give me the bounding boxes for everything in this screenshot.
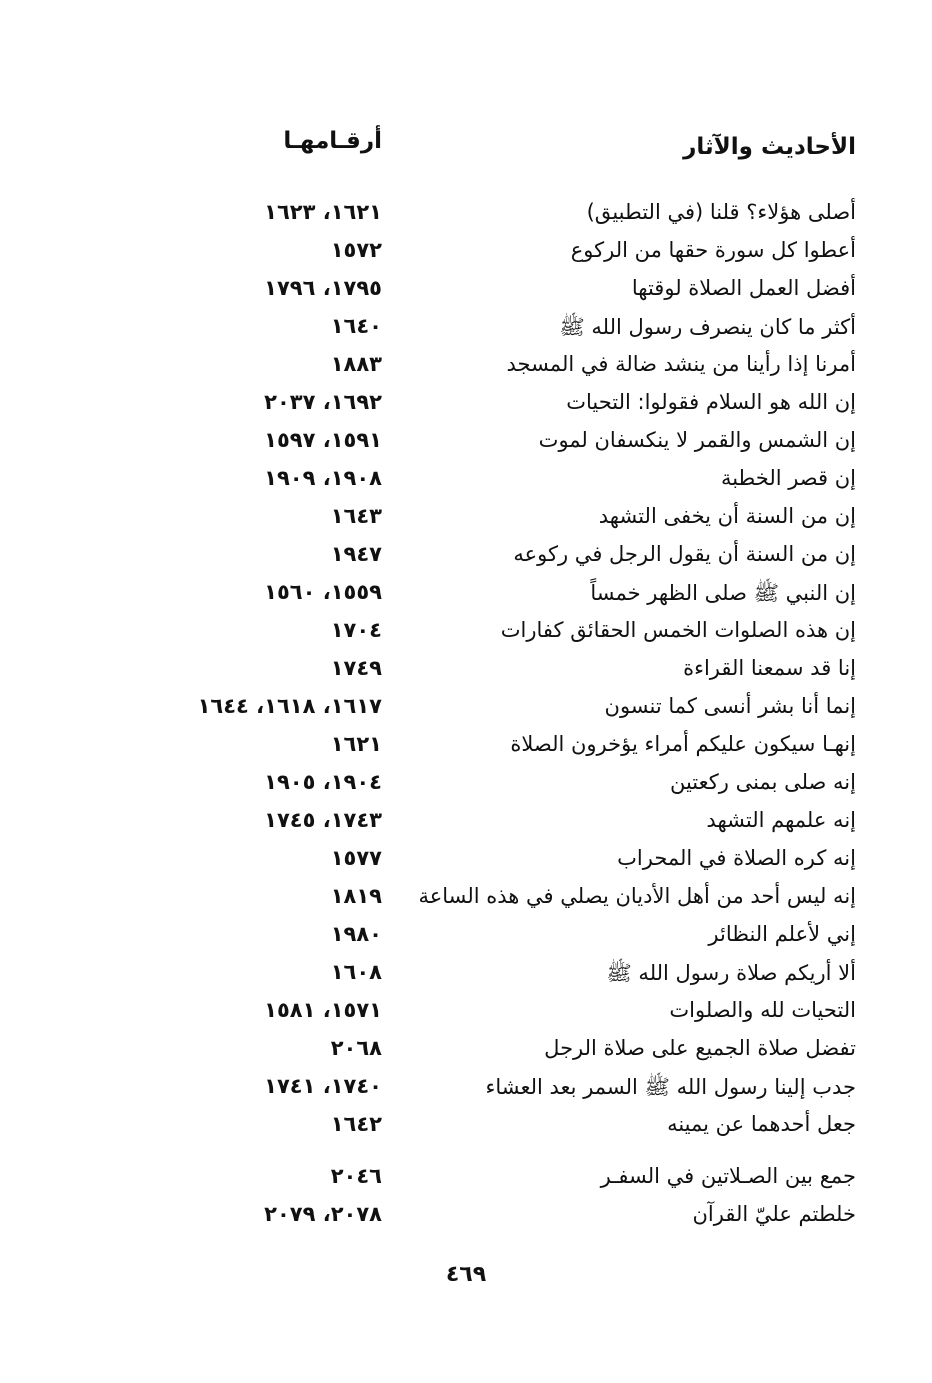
hadith-numbers: ١٦٩٢، ٢٠٣٧ <box>264 390 382 414</box>
hadith-numbers: ٢٠٤٦ <box>330 1164 382 1188</box>
index-row <box>0 690 932 728</box>
hadith-numbers: ١٦٠٨ <box>330 960 382 984</box>
hadith-text: إن قصر الخطبة <box>720 466 856 490</box>
index-row <box>0 652 932 690</box>
index-row <box>0 918 932 956</box>
hadith-text: إني لأعلم النظائر <box>708 922 856 946</box>
hadith-text: إنه علمهم التشهد <box>706 808 856 832</box>
index-row <box>0 804 932 842</box>
column-title-numbers: أرقـامهـا <box>283 128 382 154</box>
index-row <box>0 500 932 538</box>
column-title-hadiths: الأحاديث والآثار <box>683 134 856 160</box>
hadith-text: أصلى هؤلاء؟ قلنا (في التطبيق) <box>586 200 856 224</box>
index-row <box>0 576 932 614</box>
index-row <box>0 880 932 918</box>
hadith-text: أمرنا إذا رأينا من ينشد ضالة في المسجد <box>506 352 856 376</box>
index-row <box>0 766 932 804</box>
hadith-text: أعطوا كل سورة حقها من الركوع <box>570 238 856 262</box>
hadith-text: تفضل صلاة الجميع على صلاة الرجل <box>544 1036 856 1060</box>
hadith-text: جمع بين الصـلاتين في السفـر <box>600 1164 856 1188</box>
page-header <box>0 128 932 172</box>
index-list <box>0 196 932 1236</box>
index-row <box>0 842 932 880</box>
hadith-numbers: ١٨٨٣ <box>330 352 382 376</box>
hadith-text: إن الشمس والقمر لا ينكسفان لموت <box>538 428 856 452</box>
hadith-text: إن النبي ﷺ صلى الظهر خمساً <box>590 581 856 605</box>
index-row <box>0 1108 932 1146</box>
index-row <box>0 310 932 348</box>
index-row <box>0 538 932 576</box>
index-row <box>0 424 932 462</box>
hadith-text: جعل أحدهما عن يمينه <box>667 1112 856 1136</box>
index-row <box>0 348 932 386</box>
index-row <box>0 462 932 500</box>
hadith-text: إنا قد سمعنا القراءة <box>683 656 856 680</box>
hadith-numbers: ١٥٩١، ١٥٩٧ <box>264 428 382 452</box>
index-row <box>0 956 932 994</box>
hadith-numbers: ١٦٢١ <box>330 732 382 756</box>
hadith-numbers: ١٦١٧، ١٦١٨، ١٦٤٤ <box>197 694 382 718</box>
hadith-text: جدب إلينا رسول الله ﷺ السمر بعد العشاء <box>485 1075 856 1099</box>
hadith-numbers: ١٦٤٢ <box>330 1112 382 1136</box>
index-row <box>0 386 932 424</box>
hadith-numbers: ١٩٨٠ <box>330 922 382 946</box>
page-number: ٤٦٩ <box>445 1262 487 1287</box>
hadith-text: إنما أنا بشر أنسى كما تنسون <box>604 694 856 718</box>
hadith-numbers: ١٦٤٣ <box>330 504 382 528</box>
index-row <box>0 614 932 652</box>
index-row <box>0 1032 932 1070</box>
hadith-numbers: ١٥٥٩، ١٥٦٠ <box>264 580 382 604</box>
hadith-text: التحيات لله والصلوات <box>669 998 856 1022</box>
hadith-numbers: ١٥٧٧ <box>330 846 382 870</box>
hadith-text: إن من السنة أن يخفى التشهد <box>598 504 856 528</box>
hadith-text: إن من السنة أن يقول الرجل في ركوعه <box>513 542 856 566</box>
hadith-numbers: ١٩٤٧ <box>330 542 382 566</box>
hadith-numbers: ٢٠٦٨ <box>330 1036 382 1060</box>
hadith-numbers: ١٩٠٤، ١٩٠٥ <box>264 770 382 794</box>
hadith-text: إنهـا سيكون عليكم أمراء يؤخرون الصلاة <box>510 732 856 756</box>
index-row <box>0 1160 932 1198</box>
hadith-numbers: ٢٠٧٨، ٢٠٧٩ <box>264 1202 382 1226</box>
index-row <box>0 272 932 310</box>
index-row <box>0 728 932 766</box>
hadith-text: إن الله هو السلام فقولوا: التحيات <box>566 390 856 414</box>
hadith-numbers: ١٧٤٠، ١٧٤١ <box>264 1074 382 1098</box>
hadith-text: أفضل العمل الصلاة لوقتها <box>631 276 856 300</box>
hadith-numbers: ١٧٤٣، ١٧٤٥ <box>264 808 382 832</box>
hadith-numbers: ١٧٩٥، ١٧٩٦ <box>264 276 382 300</box>
hadith-text: إنه ليس أحد من أهل الأديان يصلي في هذه الساعة <box>418 884 856 908</box>
hadith-text: إنه صلى بمنى ركعتين <box>669 770 856 794</box>
hadith-numbers: ١٦٤٠ <box>330 314 382 338</box>
hadith-numbers: ١٩٠٨، ١٩٠٩ <box>264 466 382 490</box>
index-row <box>0 1198 932 1236</box>
hadith-numbers: ١٥٧٢ <box>330 238 382 262</box>
hadith-text: إن هذه الصلوات الخمس الحقائق كفارات <box>500 618 856 642</box>
hadith-text: خلطتم عليّ القرآن <box>692 1202 856 1226</box>
hadith-text: أكثر ما كان ينصرف رسول الله ﷺ <box>559 315 856 339</box>
index-row <box>0 196 932 234</box>
hadith-numbers: ١٦٢١، ١٦٢٣ <box>264 200 382 224</box>
index-row <box>0 1070 932 1108</box>
hadith-text: إنه كره الصلاة في المحراب <box>617 846 856 870</box>
hadith-text: ألا أريكم صلاة رسول الله ﷺ <box>606 961 856 985</box>
index-row <box>0 994 932 1032</box>
hadith-numbers: ١٧٠٤ <box>330 618 382 642</box>
hadith-numbers: ١٧٤٩ <box>330 656 382 680</box>
index-row <box>0 234 932 272</box>
hadith-numbers: ١٨١٩ <box>330 884 382 908</box>
hadith-numbers: ١٥٧١، ١٥٨١ <box>264 998 382 1022</box>
